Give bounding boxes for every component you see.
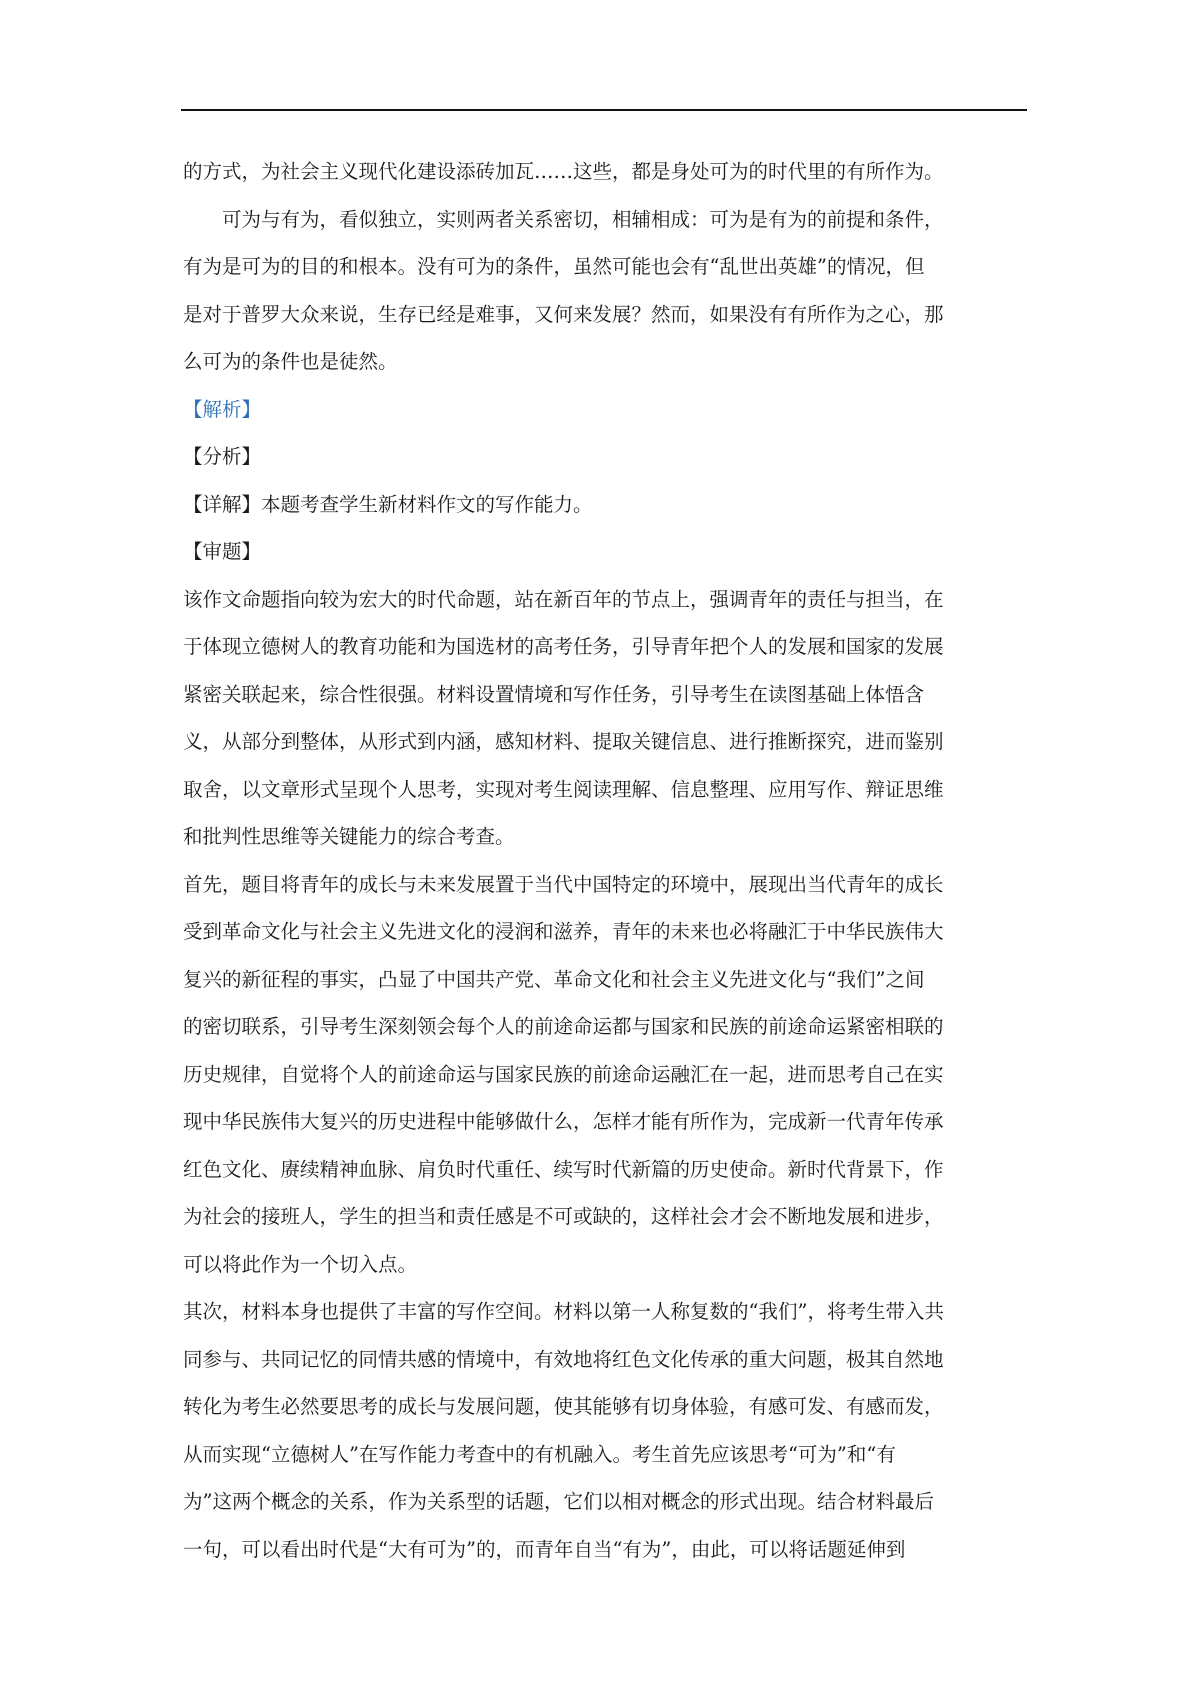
text-line: 首先，题目将青年的成长与未来发展置于当代中国特定的环境中，展现出当代青年的成长 <box>183 872 944 896</box>
text-line: 红色文化、赓续精神血脉、肩负时代重任、续写时代新篇的历史使命。新时代背景下，作 <box>183 1157 944 1181</box>
paragraph-continuation <box>183 148 1023 196</box>
document-body <box>183 148 1023 1573</box>
text-line: 取舍，以文章形式呈现个人思考，实现对考生阅读理解、信息整理、应用写作、辩证思维 <box>183 777 944 801</box>
paragraph-shenti <box>183 576 1023 861</box>
text-line: 的密切联系，引导考生深刻领会每个人的前途命运都与国家和民族的前途命运紧密相联的 <box>183 1015 944 1038</box>
text-line: 可为与有为，看似独立，实则两者关系密切，相辅相成：可为是有为的前提和条件， <box>222 207 944 231</box>
text-line: 为社会的接班人，学生的担当和责任感是不可或缺的，这样社会才会不断地发展和进步， <box>183 1205 944 1228</box>
text-line: 么可为的条件也是徒然。 <box>183 350 398 373</box>
detail-line: 【详解】本题考查学生新材料作文的写作能力。 <box>183 492 593 516</box>
text-line: 是对于普罗大众来说，生存已经是难事，又何来发展？然而，如果没有有所作为之心，那 <box>183 302 944 326</box>
text-line: 和批判性思维等关键能力的综合考查。 <box>183 825 515 848</box>
text-line: 有为是可为的目的和根本。没有可为的条件，虽然可能也会有“乱世出英雄”的情况，但 <box>183 255 925 278</box>
text-line: 复兴的新征程的事实，凸显了中国共产党、革命文化和社会主义先进文化与“我们”之间 <box>183 967 925 991</box>
text-line: 其次，材料本身也提供了丰富的写作空间。材料以第一人称复数的“我们”，将考生带入共 <box>183 1300 944 1323</box>
text-line: 可以将此作为一个切入点。 <box>183 1252 418 1276</box>
text-line: 受到革命文化与社会主义先进文化的浸润和滋养，青年的未来也必将融汇于中华民族伟大 <box>183 920 944 943</box>
header-rule <box>181 109 1027 111</box>
label-jiexi: 【解析】 <box>183 397 262 421</box>
text-line: 紧密关联起来，综合性很强。材料设置情境和写作任务，引导考生在读图基础上体悟含 <box>183 682 925 706</box>
text-line: 该作文命题指向较为宏大的时代命题，站在新百年的节点上，强调青年的责任与担当，在 <box>183 587 944 611</box>
text-line: 的方式，为社会主义现代化建设添砖加瓦……这些，都是身处可为的时代里的有所作为。 <box>183 160 944 183</box>
text-line: 于体现立德树人的教育功能和为国选材的高考任务，引导青年把个人的发展和国家的发展 <box>183 635 944 658</box>
text-line: 现中华民族伟大复兴的历史进程中能够做什么，怎样才能有所作为，完成新一代青年传承 <box>183 1110 944 1133</box>
text-line: 转化为考生必然要思考的成长与发展问题，使其能够有切身体验，有感可发、有感而发， <box>183 1395 944 1418</box>
paragraph-first <box>183 861 1023 1289</box>
text-line: 从而实现“立德树人”在写作能力考查中的有机融入。考生首先应该思考“可为”和“有 <box>183 1442 896 1466</box>
paragraph-second <box>183 1288 1023 1573</box>
text-line: 历史规律，自觉将个人的前途命运与国家民族的前途命运融汇在一起，进而思考自己在实 <box>183 1062 944 1086</box>
label-fenxi: 【分析】 <box>183 445 262 468</box>
text-line: 一句，可以看出时代是“大有可为”的，而青年自当“有为”，由此，可以将话题延伸到 <box>183 1537 906 1561</box>
text-line: 为”这两个概念的关系，作为关系型的话题，它们以相对概念的形式出现。结合材料最后 <box>183 1490 934 1513</box>
paragraph-relation <box>183 196 1023 386</box>
label-shenti: 【审题】 <box>183 540 262 563</box>
text-line: 同参与、共同记忆的同情共感的情境中，有效地将红色文化传承的重大问题，极其自然地 <box>183 1347 944 1371</box>
text-line: 义，从部分到整体，从形式到内涵，感知材料、提取关键信息、进行推断探究，进而鉴别 <box>183 730 944 753</box>
